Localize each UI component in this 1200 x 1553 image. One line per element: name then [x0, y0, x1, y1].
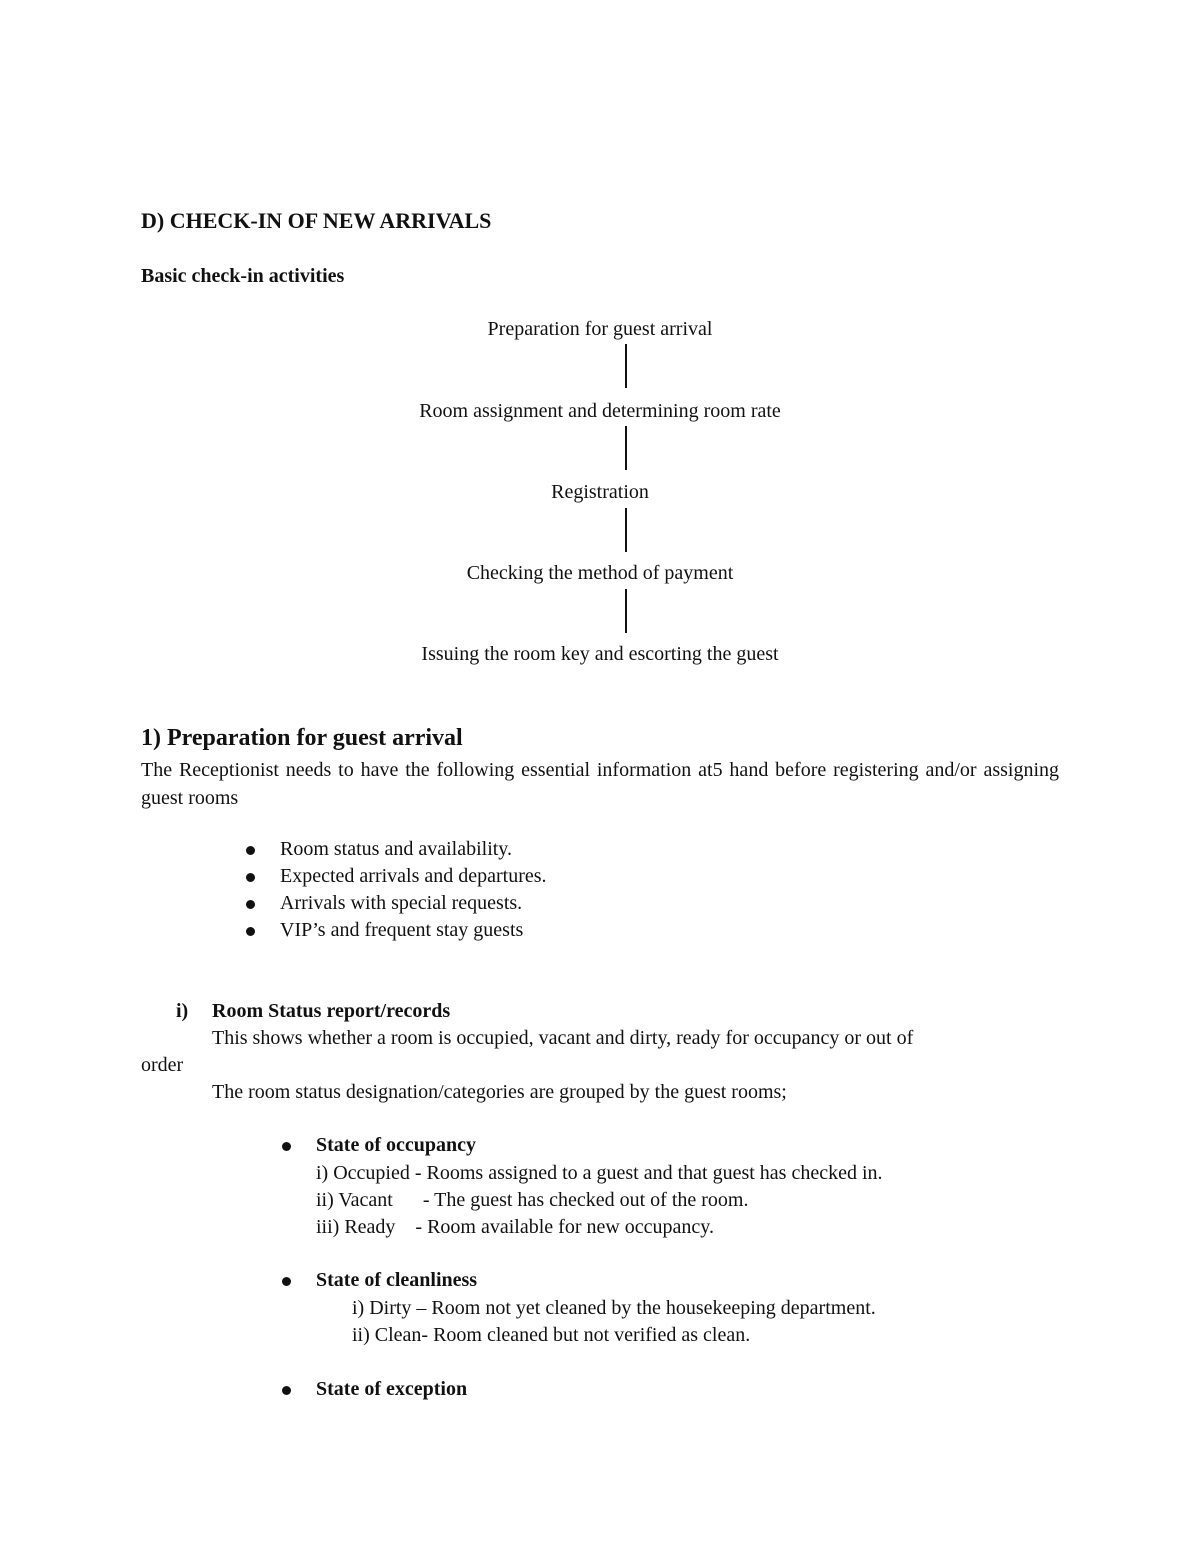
flow-step-5: Issuing the room key and escorting the guest	[421, 643, 779, 665]
prep-bullet-4: VIP’s and frequent stay guests	[280, 919, 524, 941]
subtitle: Basic check-in activities	[141, 265, 345, 287]
flow-step-2: Room assignment and determining room rate	[419, 400, 781, 422]
occupancy-item-3: iii) Ready - Room available for new occupancy.	[316, 1216, 715, 1238]
prep-bullet-2: Expected arrivals and departures.	[280, 865, 547, 887]
prep-bullet-1: Room status and availability.	[280, 838, 513, 860]
prep-heading: 1) Preparation for guest arrival	[141, 725, 463, 751]
bullet-icon	[246, 846, 255, 855]
prep-bullet-3: Arrivals with special requests.	[280, 892, 523, 914]
room-status-desc-line1: This shows whether a room is occupied, vacant and dirty, ready for occupancy or out of	[212, 1027, 914, 1049]
occupancy-item-2: ii) Vacant - The guest has checked out of the room.	[316, 1189, 749, 1211]
flow-step-4: Checking the method of payment	[466, 562, 734, 584]
flow-connector-1	[625, 344, 627, 388]
room-status-marker: i)	[176, 1000, 189, 1022]
occupancy-item-1: i) Occupied - Rooms assigned to a guest and that guest has checked in.	[316, 1162, 883, 1184]
flow-step-1: Preparation for guest arrival	[487, 318, 713, 340]
occupancy-title: State of occupancy	[316, 1134, 476, 1156]
bullet-icon	[282, 1277, 291, 1286]
bullet-icon	[282, 1386, 291, 1395]
flow-step-3: Registration	[551, 481, 649, 503]
flow-connector-4	[625, 589, 627, 633]
section-title: D) CHECK-IN OF NEW ARRIVALS	[141, 208, 492, 233]
cleanliness-title: State of cleanliness	[316, 1269, 478, 1291]
room-status-grouping: The room status designation/categories are grouped by the guest rooms;	[212, 1081, 787, 1103]
flow-connector-3	[625, 508, 627, 552]
cleanliness-item-1: i) Dirty – Room not yet cleaned by the housekeeping department.	[352, 1297, 876, 1319]
cleanliness-item-2: ii) Clean- Room cleaned but not verified as clean.	[352, 1324, 751, 1346]
bullet-icon	[246, 900, 255, 909]
bullet-icon	[246, 927, 255, 936]
room-status-desc-line2: order	[141, 1054, 184, 1076]
exception-title: State of exception	[316, 1378, 468, 1400]
room-status-heading: Room Status report/records	[212, 1000, 451, 1022]
prep-intro: The Receptionist needs to have the following essential information at5 hand before registering and/or assigning guest rooms	[141, 759, 1059, 809]
flow-connector-2	[625, 426, 627, 470]
bullet-icon	[246, 873, 255, 882]
bullet-icon	[282, 1142, 291, 1151]
